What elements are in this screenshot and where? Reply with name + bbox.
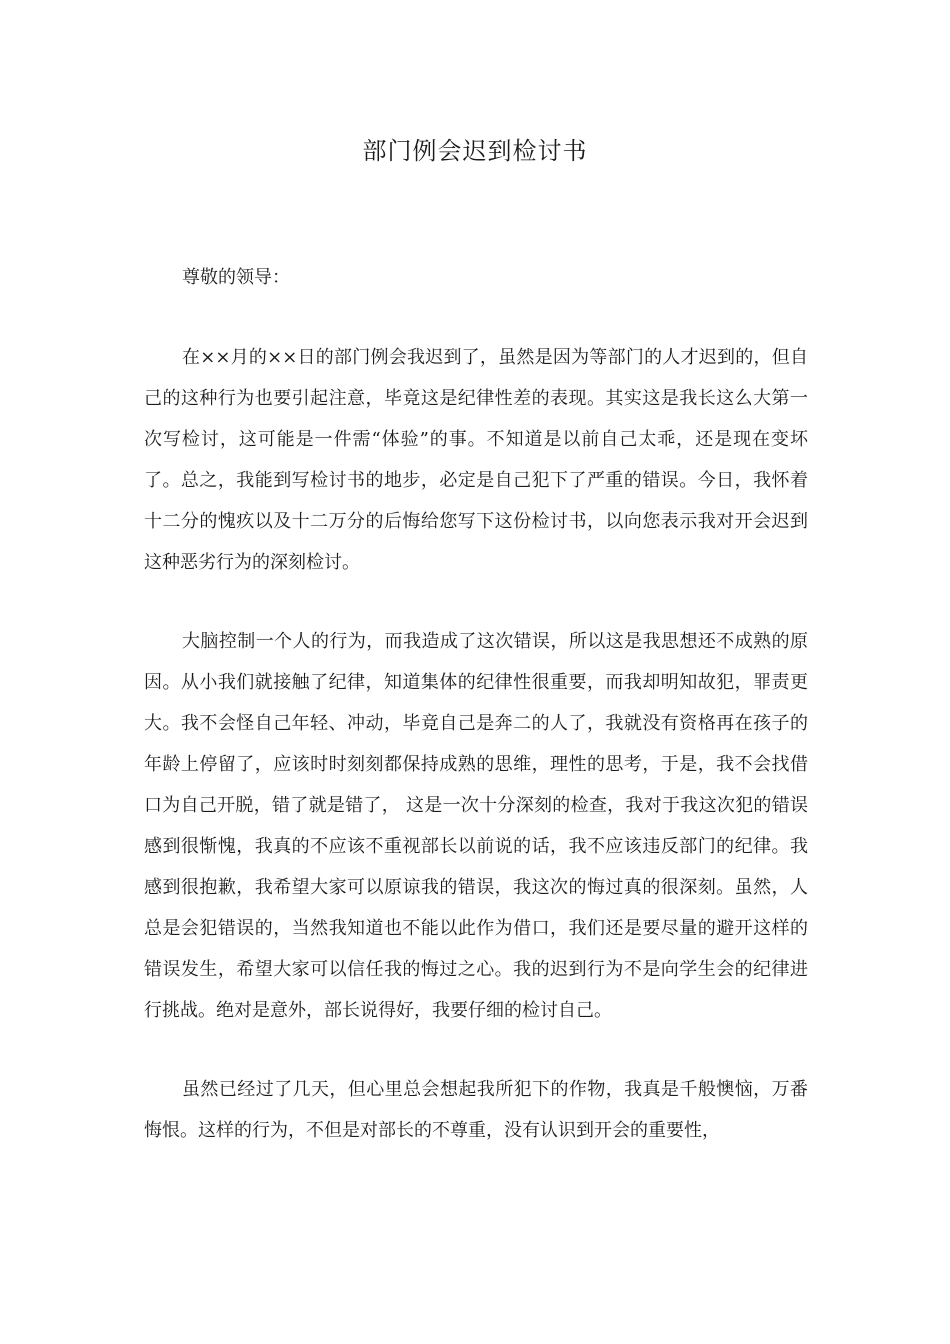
salutation: 尊敬的领导： [182, 267, 290, 288]
paragraph-1: 在××月的××日的部门例会我迟到了，虽然是因为等部门的人才迟到的，但自己的这种行为也要引起注意，毕竟这是纪律性差的表现。其实这是我长这么大第一次写检讨，这可能是一件需“体验”的事。不知道是以前自己太乖，还是现在变坏了。总之，我能到写检讨书的地步，必定是自己犯下了严重的错误。今日，我怀着十二分的愧疚以及十二万分的后悔给您写下这份检讨书，以向您表示我对开会迟到这种恶劣行为的深刻检讨。 [144, 347, 808, 573]
document-body [144, 265, 808, 1189]
document-title: 部门例会迟到检讨书 [362, 137, 588, 165]
paragraph-2: 大脑控制一个人的行为，而我造成了这次错误，所以这是我思想还不成熟的原因。从小我们就接触了纪律，知道集体的纪律性很重要，而我却明知故犯，罪责更大。我不会怪自己年轻、冲动，毕竟自己是奔二的人了，我就没有资格再在孩子的年龄上停留了，应该时时刻刻都保持成熟的思维，理性的思考，于是，我不会找借口为自己开脱，错了就是错了， 这是一次十分深刻的检查，我对于我这次犯的错误感到很惭愧，我真的不应该不重视部长以前说的话，我不应该违反部门的纪律。我感到很抱歉，我希望大家可以原谅我的错误，我这次的悔过真的很深刻。虽然，人总是会犯错误的，当然我知道也不能以此作为借口，我们还是要尽量的避开这样的错误发生，希望大家可以信任我的悔过之心。我的迟到行为不是向学生会的纪律进行挑战。绝对是意外，部长说得好，我要仔细的检讨自己。 [144, 631, 808, 1021]
paragraph-3: 虽然已经过了几天，但心里总会想起我所犯下的作物，我真是千般懊恼，万番悔恨。这样的行为，不但是对部长的不尊重，没有认识到开会的重要性， [144, 1079, 808, 1141]
